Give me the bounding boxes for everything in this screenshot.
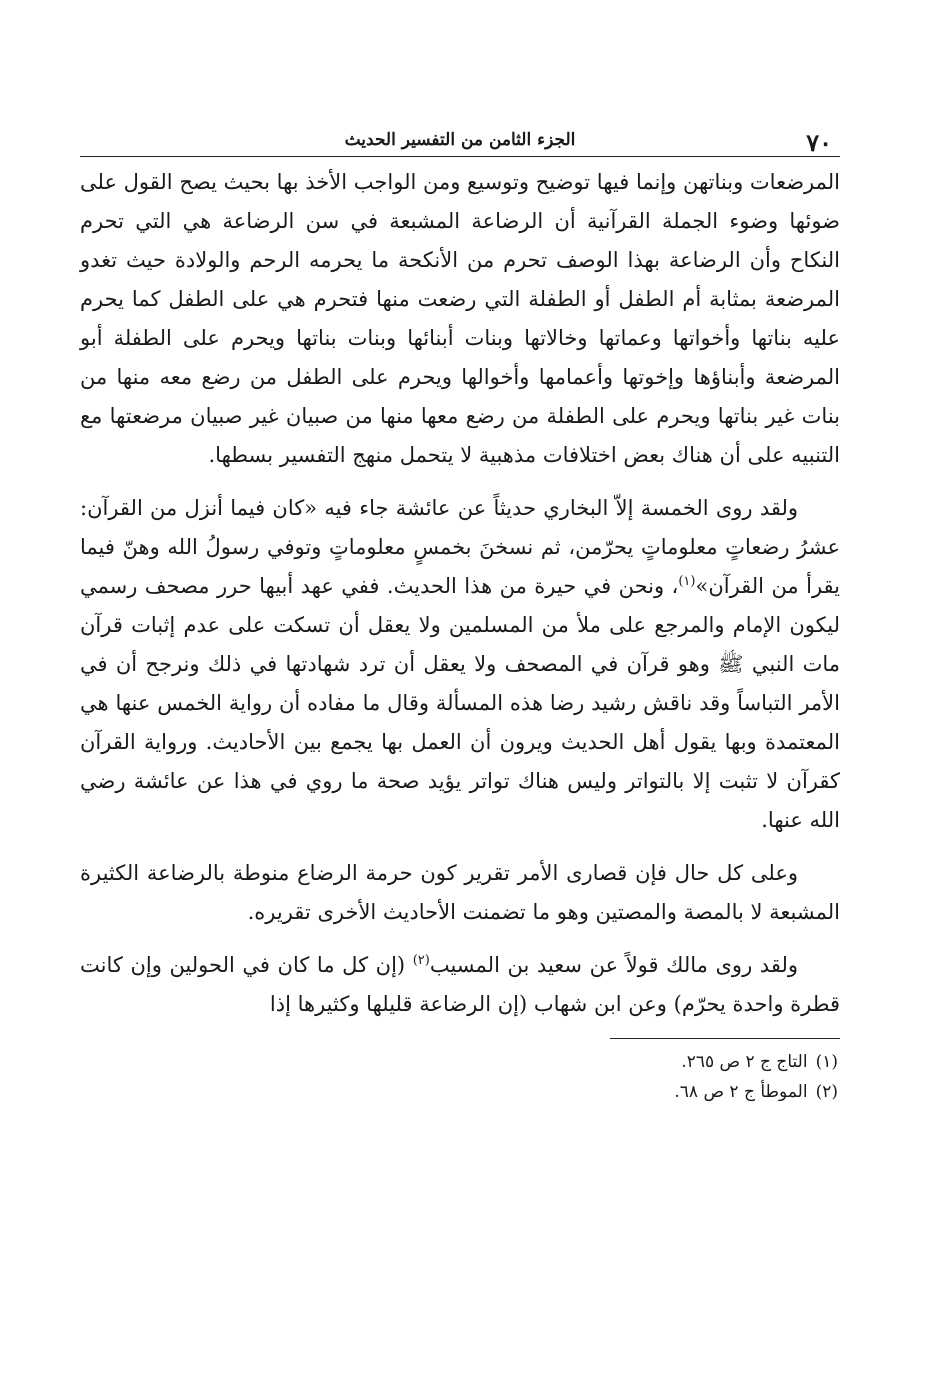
paragraph-4 (80, 946, 840, 1024)
footnotes (80, 1047, 840, 1107)
footnote-text: الموطأ ج ٢ ص ٦٨. (674, 1082, 808, 1102)
footnote-text: التاج ج ٢ ص ٢٦٥. (681, 1052, 808, 1072)
paragraph-1: المرضعات وبناتهن وإنما فيها توضيح وتوسيع ومن الواجب الأخذ بها بحيث يصح القول على ضوئها وضوء الجملة القرآنية أن الرضاعة المشبعة في سن الرضاعة هي التي تحرم النكاح وأن الرضاعة بهذا الوصف تحرم من الأنكحة ما يحرمه الرحم والولادة حيث تغدو المرضعة بمثابة أم الطفل أو الطفلة التي رضعت منها فتحرم هي على الطفل كما يحرم عليه بناتها وأخواتها وعماتها وخالاتها وبنات أبنائها وبنات بناتها ويحرم على الطفلة أبو المرضعة وأبناؤها وإخوتها وأعمامها وأخوالها ويحرم على الطفل من رضع معه منها من بنات غير بناتها ويحرم على الطفلة من رضع معها منها من صبيان غير صبيان مرضعتها مع التنبيه على أن هناك بعض اختلافات مذهبية لا يتحمل منهج التفسير بسطها. (80, 170, 840, 467)
page-number: ٧٠ (806, 128, 832, 157)
body-text (80, 163, 840, 1024)
paragraph-4-part-1: ولقد روى مالك قولاً عن سعيد بن المسيب (429, 953, 798, 977)
paragraph-3: وعلى كل حال فإن قصارى الأمر تقرير كون حرمة الرضاع منوطة بالرضاعة الكثيرة المشبعة لا بالمصة والمصتين وهو ما تضمنت الأحاديث الأخرى تقريره. (80, 861, 840, 924)
footnote-1 (80, 1047, 840, 1077)
paragraph-2 (80, 489, 840, 840)
footnote-divider (610, 1038, 840, 1039)
footnote-ref-1: (١) (678, 574, 696, 589)
footnote-number: (١) (815, 1052, 838, 1072)
running-header (80, 118, 840, 157)
paragraph-2-part-2: ، ونحن في حيرة من هذا الحديث. ففي عهد أبيها حرر مصحف رسمي ليكون الإمام والمرجع على ملأ من المسلمين ولا يعقل أن تسكت على عدم إثبات قرآن مات النبي ﷺ وهو قرآن في المصحف ولا يعقل أن ترد شهادتها في ذلك ونرجح أن في الأمر التباساً وقد ناقش رشيد رضا هذه المسألة وقال ما مفاده أن رواية الخمس عنها هي المعتمدة وبها يقول أهل الحديث ويرون أن العمل بها يجمع بين الأحاديث. ورواية القرآن كقرآن لا تثبت إلا بالتواتر وليس هناك تواتر يؤيد صحة ما روي في هذا عن عائشة رضي الله عنها. (80, 574, 840, 832)
paragraph-2-part-1: ولقد روى الخمسة إلاّ البخاري حديثاً عن عائشة جاء فيه «كان فيما أنزل من القرآن: عشرُ رضعاتٍ معلوماتٍ يحرّمن، ثم نسخنَ بخمسٍ معلوماتٍ وتوفي رسولُ الله وهنّ فيما يقرأ من القرآن» (80, 496, 840, 598)
page (80, 118, 840, 1107)
paragraph-4-part-2: (إن كل ما كان في الحولين وإن كانت قطرة واحدة يحرّم) وعن ابن شهاب (إن الرضاعة قليلها وكثيرها إذا (80, 953, 840, 1016)
book-title: الجزء الثامن من التفسير الحديث (344, 130, 576, 150)
footnote-number: (٢) (815, 1082, 838, 1102)
footnote-ref-2: (٢) (412, 953, 430, 968)
footnote-2 (80, 1077, 840, 1107)
